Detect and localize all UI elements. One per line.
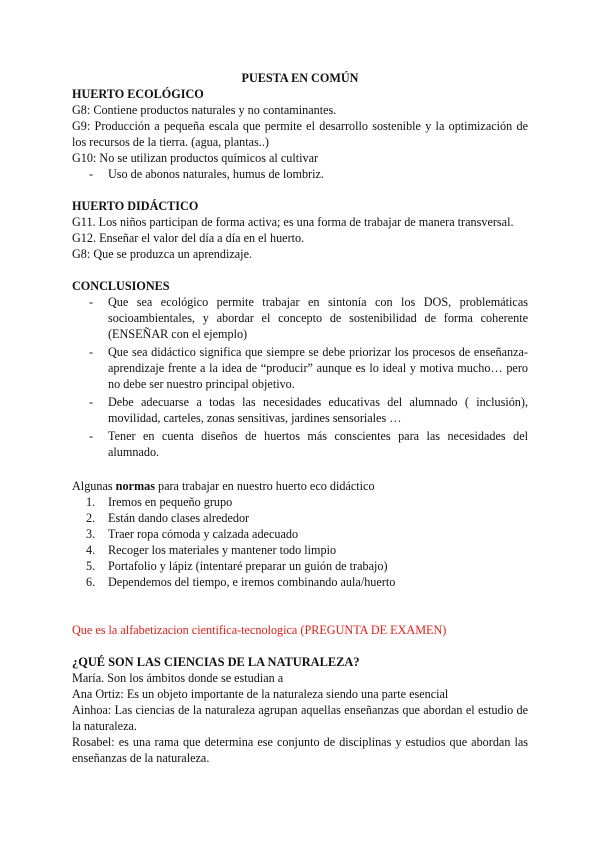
list-number: 3. xyxy=(86,527,96,541)
answer-ainhoa: Ainhoa: Las ciencias de la naturaleza agrupan aquellas enseñanzas que abordan el estudio de la naturaleza. xyxy=(72,703,528,733)
list-item: - Tener en cuenta diseños de huertos más conscientes para las necesidades del alumnado. xyxy=(72,428,528,460)
conclusiones-list xyxy=(72,294,528,460)
list-item xyxy=(72,526,528,542)
normas-intro-bold: normas xyxy=(115,479,155,493)
list-number: 4. xyxy=(86,543,96,557)
list-item xyxy=(72,574,528,590)
line-g12: G12. Enseñar el valor del día a día en el huerto. xyxy=(72,231,305,245)
list-item: - Debe adecuarse a todas las necesidades educativas del alumnado ( inclusión), movilidad, carteles, zonas sensitivas, jardines sensoriales … xyxy=(72,394,528,426)
line-g11: G11. Los niños participan de forma activa; es una forma de trabajar de manera transversal. xyxy=(72,215,514,229)
list-item: - Uso de abonos naturales, humus de lombriz. xyxy=(72,166,528,182)
list-number: 5. xyxy=(86,559,96,573)
list-item: - Que sea didáctico significa que siempre se debe priorizar los procesos de enseñanza-aprendizaje frente a la idea de “producir” aunque es lo ideal y motiva mucho… pero no debe ser nuestro principal objetivo. xyxy=(72,344,528,392)
answer-ana-ortiz: Ana Ortiz: Es un objeto importante de la naturaleza siendo una parte esencial xyxy=(72,687,449,701)
line-g9: G9: Producción a pequeña escala que permite el desarrollo sostenible y la optimización de los recursos de la tierra. (agua, plantas..) xyxy=(72,119,528,149)
line-g10: G10: No se utilizan productos químicos al cultivar xyxy=(72,151,319,165)
normas-intro-after: para trabajar en nuestro huerto eco didáctico xyxy=(154,479,375,493)
line-g8-ecologico: G8: Contiene productos naturales y no contaminantes. xyxy=(72,103,337,117)
list-number: 6. xyxy=(86,575,96,589)
normas-list xyxy=(72,494,528,590)
answer-maria: María. Son los ámbitos donde se estudian a xyxy=(72,671,284,685)
normas-intro xyxy=(72,478,528,494)
list-item xyxy=(72,542,528,558)
list-text: Dependemos del tiempo, e iremos combinando aula/huerto xyxy=(108,575,396,589)
line-g8-didactico: G8: Que se produzca un aprendizaje. xyxy=(72,247,253,261)
normas-intro-before: Algunas xyxy=(72,479,116,493)
list-number: 1. xyxy=(86,495,96,509)
list-item xyxy=(72,494,528,510)
list-text: Iremos en pequeño grupo xyxy=(108,495,233,509)
heading-huerto-ecologico: HUERTO ECOLÓGICO xyxy=(72,87,204,101)
exam-question: Que es la alfabetizacion cientifica-tecnologica (PREGUNTA DE EXAMEN) xyxy=(72,623,447,637)
list-text: Portafolio y lápiz (intentaré preparar un guión de trabajo) xyxy=(108,559,388,573)
document-title: PUESTA EN COMÚN xyxy=(241,71,359,85)
list-text: Están dando clases alrededor xyxy=(108,511,250,525)
document-page xyxy=(72,70,528,766)
answer-rosabel: Rosabel: es una rama que determina ese conjunto de disciplinas y estudios que abordan las enseñanzas de la naturaleza. xyxy=(72,735,528,765)
heading-ciencias: ¿QUÉ SON LAS CIENCIAS DE LA NATURALEZA? xyxy=(72,655,360,669)
list-item xyxy=(72,510,528,526)
list-item: - Que sea ecológico permite trabajar en sintonía con los DOS, problemáticas socioambientales, y abordar el concepto de sostenibilidad de forma coherente (ENSEÑAR con el ejemplo) xyxy=(72,294,528,342)
list-item xyxy=(72,558,528,574)
list-text: Traer ropa cómoda y calzada adecuado xyxy=(108,527,299,541)
list-text: Recoger los materiales y mantener todo limpio xyxy=(108,543,337,557)
list-number: 2. xyxy=(86,511,96,525)
heading-huerto-didactico: HUERTO DIDÁCTICO xyxy=(72,199,199,213)
ecologico-bullets xyxy=(72,166,528,182)
heading-conclusiones: CONCLUSIONES xyxy=(72,279,170,293)
